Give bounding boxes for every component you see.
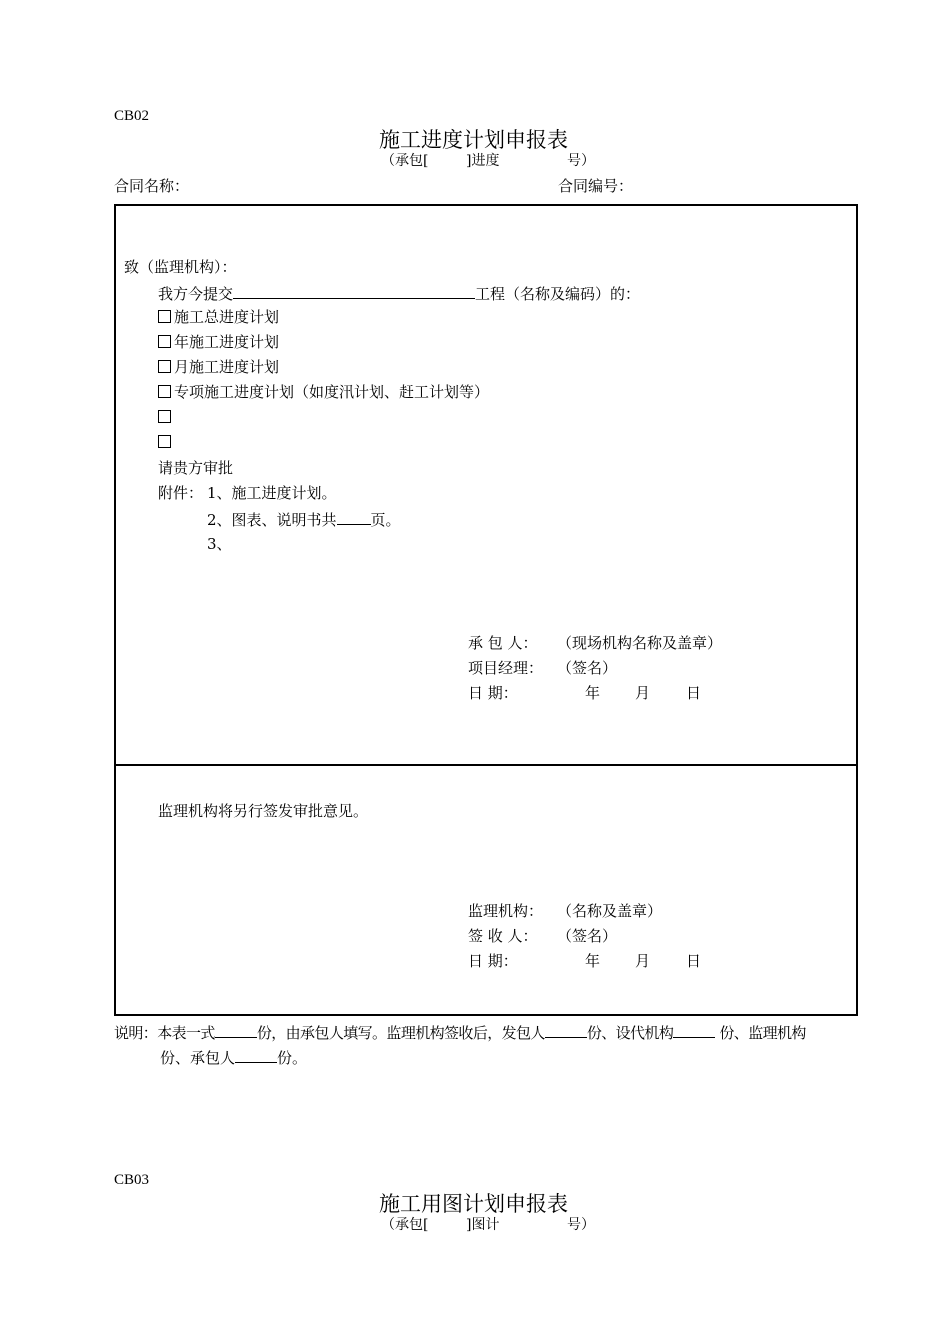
contract-number-label: 合同编号： [558,177,634,195]
year-label: 年 [585,684,601,702]
year-label-2: 年 [585,952,601,970]
form-divider [114,764,858,766]
date-label-2: 日 期： [468,952,518,970]
option-item[interactable]: 施工总进度计划 [158,310,279,325]
request-text: 请贵方审批 [158,459,234,477]
day-label-2: 日 [686,952,702,970]
attachment-1: 1、施工进度计划。 [207,484,337,502]
supervisor-value: （名称及盖章） [557,902,663,920]
page-title-2: 施工用图计划申报表 [379,1192,568,1216]
checkbox-icon[interactable] [158,335,171,348]
option-item[interactable]: 年施工进度计划 [158,335,279,350]
submit-line [158,285,640,302]
project-name-blank[interactable] [233,285,475,299]
page-title: 施工进度计划申报表 [379,128,568,152]
page-count-blank[interactable] [337,511,371,525]
receiver-label: 签 收 人： [468,927,538,945]
contractor-label: 承 包 人： [468,634,538,652]
subtitle-prefix: （承包[ [381,153,429,169]
checkbox-icon[interactable] [158,435,171,448]
supervisor-note: 监理机构将另行签发审批意见。 [158,802,369,820]
form-code: CB02 [114,108,150,124]
copies-owner-blank[interactable] [545,1024,587,1038]
checkbox-icon[interactable] [158,385,171,398]
option-item[interactable] [158,410,174,425]
subtitle-suffix-2: 号） [567,1217,595,1233]
day-label: 日 [686,684,702,702]
contract-name-label: 合同名称： [114,177,190,195]
subtitle-suffix: 号） [567,153,595,169]
receiver-value: （签名） [557,927,618,945]
supervisor-label: 监理机构： [468,902,544,920]
date-label: 日 期： [468,684,518,702]
footnote-line-1: 说明：本表一式 份，由承包人填写。监理机构签收后，发包人 份、设代机构 份、监理机构 [114,1024,806,1042]
subtitle-middle: ]进度 [466,153,500,169]
copies-contractor-blank[interactable] [235,1049,277,1063]
month-label: 月 [635,684,651,702]
month-label-2: 月 [635,952,651,970]
checkbox-icon[interactable] [158,310,171,323]
subtitle-prefix-2: （承包[ [381,1217,429,1233]
attachment-2: 2、图表、说明书共 页。 [207,511,401,529]
checkbox-icon[interactable] [158,360,171,373]
checkbox-icon[interactable] [158,410,171,423]
option-item[interactable]: 专项施工进度计划（如度汛计划、赶工计划等） [158,385,489,400]
project-manager-label: 项目经理： [468,659,544,677]
project-manager-value: （签名） [557,659,618,677]
option-item[interactable] [158,435,174,450]
option-item[interactable]: 月施工进度计划 [158,360,279,375]
copies-total-blank[interactable] [215,1024,257,1038]
submit-text-b: 工程（名称及编码）的： [475,285,641,303]
attachment-3: 3、 [207,535,232,553]
copies-design-blank[interactable] [673,1024,715,1038]
footnote-line-2: 份、承包人 份。 [160,1049,308,1067]
addressee: 致（监理机构）： [124,258,237,276]
contractor-value: （现场机构名称及盖章） [557,634,723,652]
attachment-label: 附件： [158,484,204,502]
form-code-2: CB03 [114,1172,150,1188]
submit-text-a: 我方今提交 [158,285,234,303]
subtitle-middle-2: ]图计 [466,1217,500,1233]
